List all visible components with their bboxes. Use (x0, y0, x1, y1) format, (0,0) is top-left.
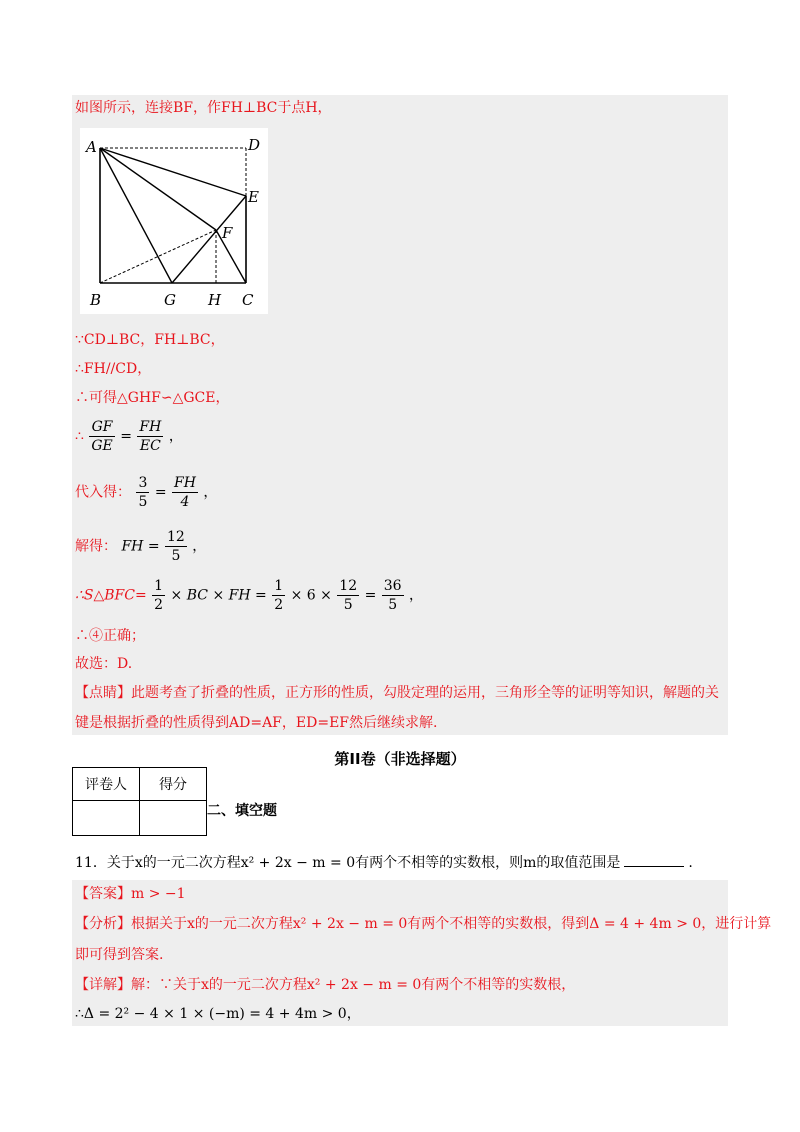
step-4: ∴ $\frac{GF}{GE}$ = $\frac{FH}{EC}$ ， (75, 419, 183, 454)
score-table-header-score: 得分 (140, 768, 207, 801)
label-d: D (248, 136, 261, 154)
label-a: A (86, 138, 97, 156)
step-8: ∴④正确； (75, 628, 145, 644)
score-table-cell (73, 801, 140, 836)
label-g: G (164, 291, 176, 309)
score-table-cell (140, 801, 207, 836)
analysis-line-1: 【分析】根据关于x的一元二次方程x² + 2x − m = 0有两个不相等的实数根，得到Δ = 4 + 4m > 0，进行计算 (75, 916, 772, 932)
label-h: H (208, 291, 222, 309)
geometry-figure (80, 128, 268, 314)
step-5: 代入得： $\frac{3}{5}$ = $\frac{FH}{4}$ ， (75, 475, 218, 510)
label-e: E (248, 188, 259, 206)
step-7: ∴S△BFC= $\frac{1}{2}$ × BC × FH = $\frac{1}{2}$ × 6 × $\frac{12}{5}$ = $\frac{36}{5}$ ， (75, 578, 424, 613)
comment-line-2: 键是根据折叠的性质得到AD=AF，ED=EF然后继续求解. (75, 715, 438, 731)
answer-line: 【答案】m > −1 (75, 886, 186, 902)
score-table (72, 767, 207, 836)
step-6: 解得： FH = $\frac{12}{5}$ ， (75, 529, 207, 564)
answer-blank (624, 854, 684, 867)
step-3: ∴可得△GHF∽△GCE， (75, 390, 230, 406)
section-title: 第II卷（非选择题） (334, 750, 466, 768)
label-f: F (222, 224, 233, 242)
step-2: ∴FH//CD， (75, 361, 152, 377)
solution-intro: 如图所示，连接BF，作FH⊥BC于点H， (75, 100, 332, 116)
label-c: C (242, 291, 254, 309)
label-b: B (90, 291, 102, 309)
score-table-header-grader: 评卷人 (73, 768, 140, 801)
detail-line-2: ∴Δ = 2² − 4 × 1 × (−m) = 4 + 4m > 0， (75, 1006, 361, 1022)
step-1: ∵CD⊥BC，FH⊥BC， (75, 332, 225, 348)
analysis-line-2: 即可得到答案. (75, 947, 164, 963)
question-11: 11．关于x的一元二次方程x² + 2x − m = 0有两个不相等的实数根，则m的取值范围是 . (75, 855, 693, 871)
step-9: 故选：D. (75, 656, 133, 672)
section-heading: 二、填空题 (207, 803, 277, 819)
detail-line-1: 【详解】解：∵关于x的一元二次方程x² + 2x − m = 0有两个不相等的实数根， (75, 977, 576, 993)
comment-line-1: 【点睛】此题考查了折叠的性质，正方形的性质，勾股定理的运用，三角形全等的证明等知识，解题的关 (75, 685, 719, 701)
